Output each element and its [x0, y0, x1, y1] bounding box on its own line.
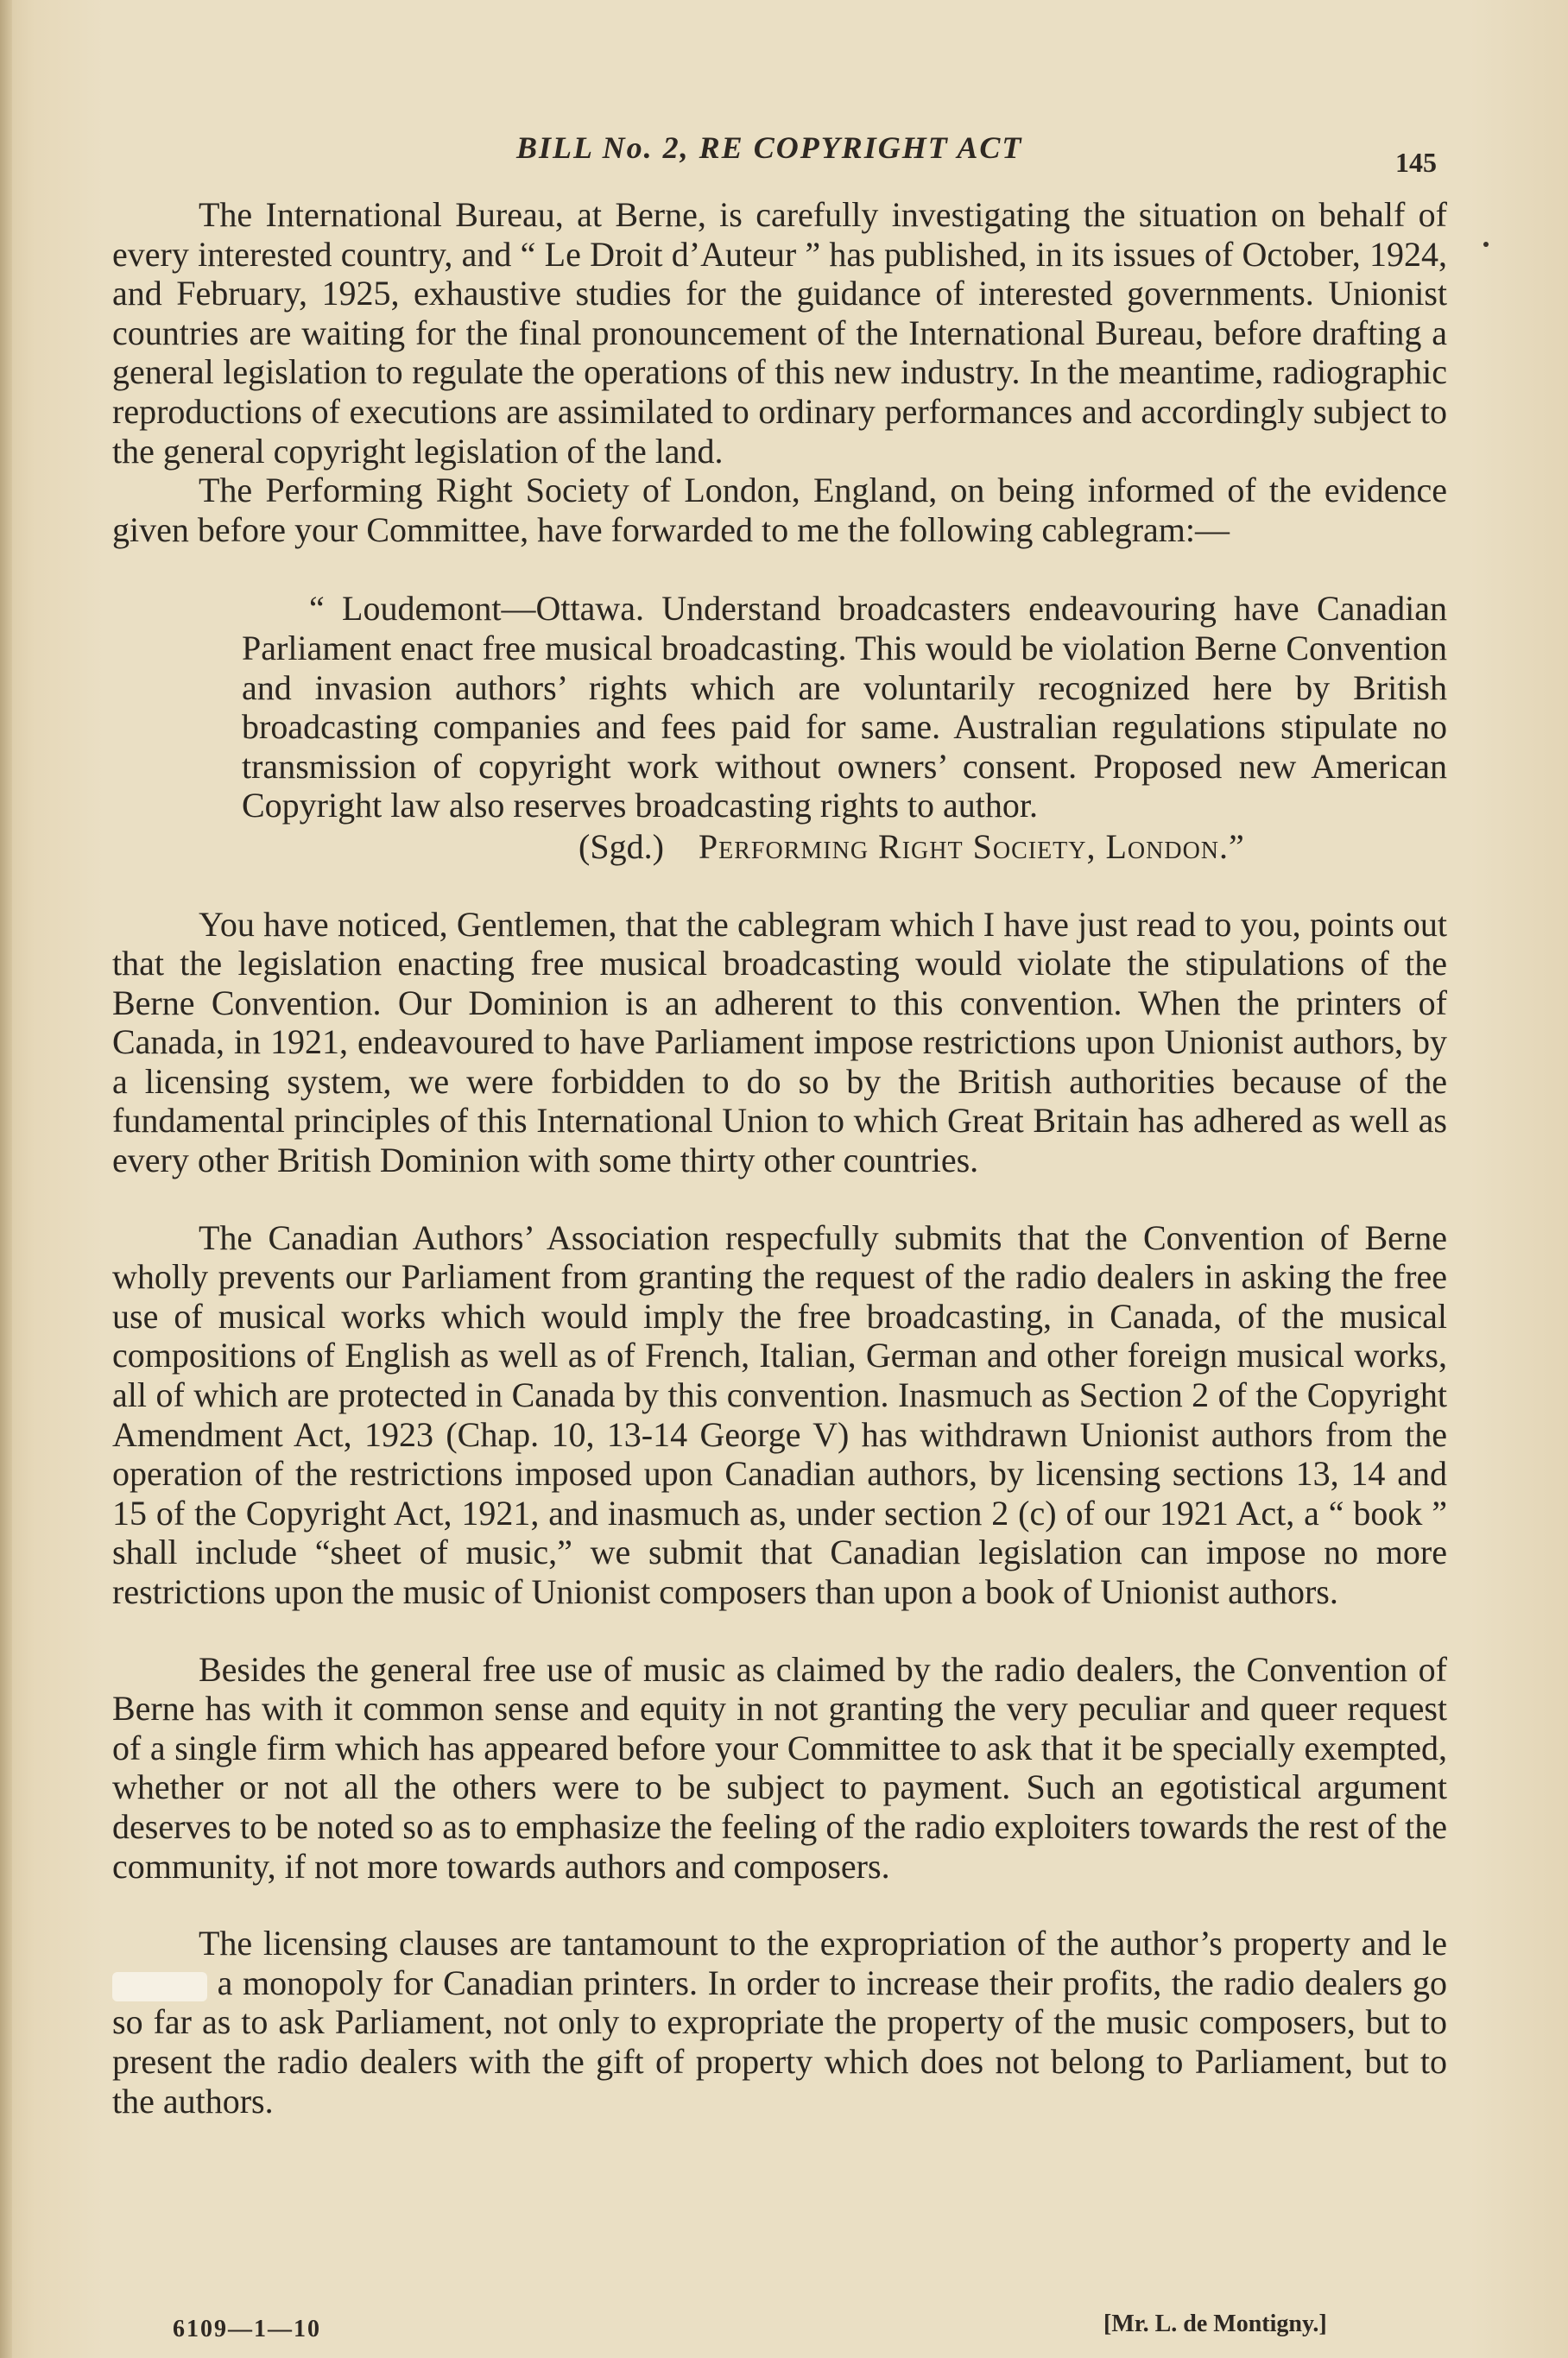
page-number: 145 — [1395, 147, 1437, 178]
licensing-text-end: a monopoly for Canadian printers. In order to increase their profits, the radio dealers go so far as to ask Parliament, not only to expropriate the property of the music composers, but to present the radio dealers with the gift of property which does not belong to Parliament, but to the authors. — [112, 1963, 1448, 2121]
body-text — [112, 195, 1447, 2121]
running-title: BILL No. 2, RE COPYRIGHT ACT — [516, 130, 1023, 165]
paragraph-radio-dealers: Besides the general free use of music as claimed by the radio dealers, the Convention of Berne has with it common sense and equity in not granting the very peculiar and queer request of a single firm which has appeared before your Committee to ask that it be specially exempted, whether or not all the others were to be subject to payment. Such an egotistical argument deserves to be noted so as to emphasize the feeling of the radio exploiters towards the rest of the community, if not more towards authors and composers. — [112, 1649, 1447, 1886]
paragraph-licensing-clauses — [112, 1924, 1447, 2121]
signature-prefix: (Sgd.) — [579, 826, 664, 866]
print-code: 6109—1—10 — [173, 2316, 321, 2342]
paragraph-performing-right-society: The Performing Right Society of London, England, on being informed of the evidence given before your Committee, have forwarded to me the following cablegram:— — [112, 471, 1447, 549]
paragraph-berne-bureau: The International Bureau, at Berne, is carefully investigating the situation on behalf of every interested country, and “ Le Droit d’Auteur ” has published, in its issues of October, 1924, and February, 1925, exhaustive studies for the guidance of interested governments. Unionist countries are waiting for the final pronouncement of the International Bureau, before drafting a general legislation to regulate the operations of this new industry. In the meantime, radiographic reproductions of executions are assimilated to ordinary performances and accordingly subject to the general copyright legislation of the land. — [112, 195, 1447, 471]
cablegram-quote: “ Loudemont—Ottawa. Understand broadcasters endeavouring have Canadian Parliament enact free musical broadcasting. This would be violation Berne Convention and invasion authors’ rights which are voluntarily recognized here by British broadcasting companies and fees paid for same. Australian regulations stipulate no transmission of copyright work without owners’ consent. Proposed new American Copyright law also reserves broadcasting rights to author. — [242, 589, 1447, 825]
paragraph-authors-association: The Canadian Authors’ Association respecfully submits that the Convention of Berne wholly prevents our Parliament from granting the request of the radio dealers in asking the free use of musical works which would imply the free broadcasting, in Canada, of the musical compositions of English as well as of French, Italian, German and other foreign musical works, all of which are protected in Canada by this convention. Inasmuch as Section 2 of the Copyright Amendment Act, 1923 (Chap. 10, 13-14 George V) has withdrawn Unionist authors from the operation of the restrictions imposed upon Canadian authors, by licensing sections 13, 14 and 15 of the Copyright Act, 1921, and inasmuch as, under section 2 (c) of our 1921 Act, a “ book ” shall include “sheet of music,” we submit that Canadian legislation can impose no more restrictions upon the music of Unionist composers than upon a book of Unionist authors. — [112, 1217, 1447, 1611]
page-spine-edge — [0, 0, 12, 2358]
ink-speck — [1483, 242, 1489, 247]
speaker-attribution: [Mr. L. de Montigny.] — [1103, 2311, 1327, 2337]
page-header — [0, 130, 1568, 181]
cablegram-signature — [112, 827, 1447, 867]
paragraph-berne-convention: You have noticed, Gentlemen, that the cablegram which I have just read to you, points out that the legislation enacting free musical broadcasting would violate the stipulations of the Berne Convention. Our Dominion is an adherent to this convention. When the printers of Canada, in 1921, endeavoured to have Parliament impose restrictions upon Unionist authors, by a licensing system, we were forbidden to do so by the British authorities because of the fundamental principles of this International Union to which Great Britain has adhered as well as every other British Dominion with some thirty other countries. — [112, 904, 1447, 1180]
page-footer — [0, 2311, 1568, 2350]
licensing-text-start: The licensing clauses are tantamount to the expropriation of the author’s property and le — [199, 1924, 1447, 1963]
paper-blot — [112, 1972, 207, 2001]
signature-name: Performing Right Society, London.” — [698, 826, 1245, 866]
